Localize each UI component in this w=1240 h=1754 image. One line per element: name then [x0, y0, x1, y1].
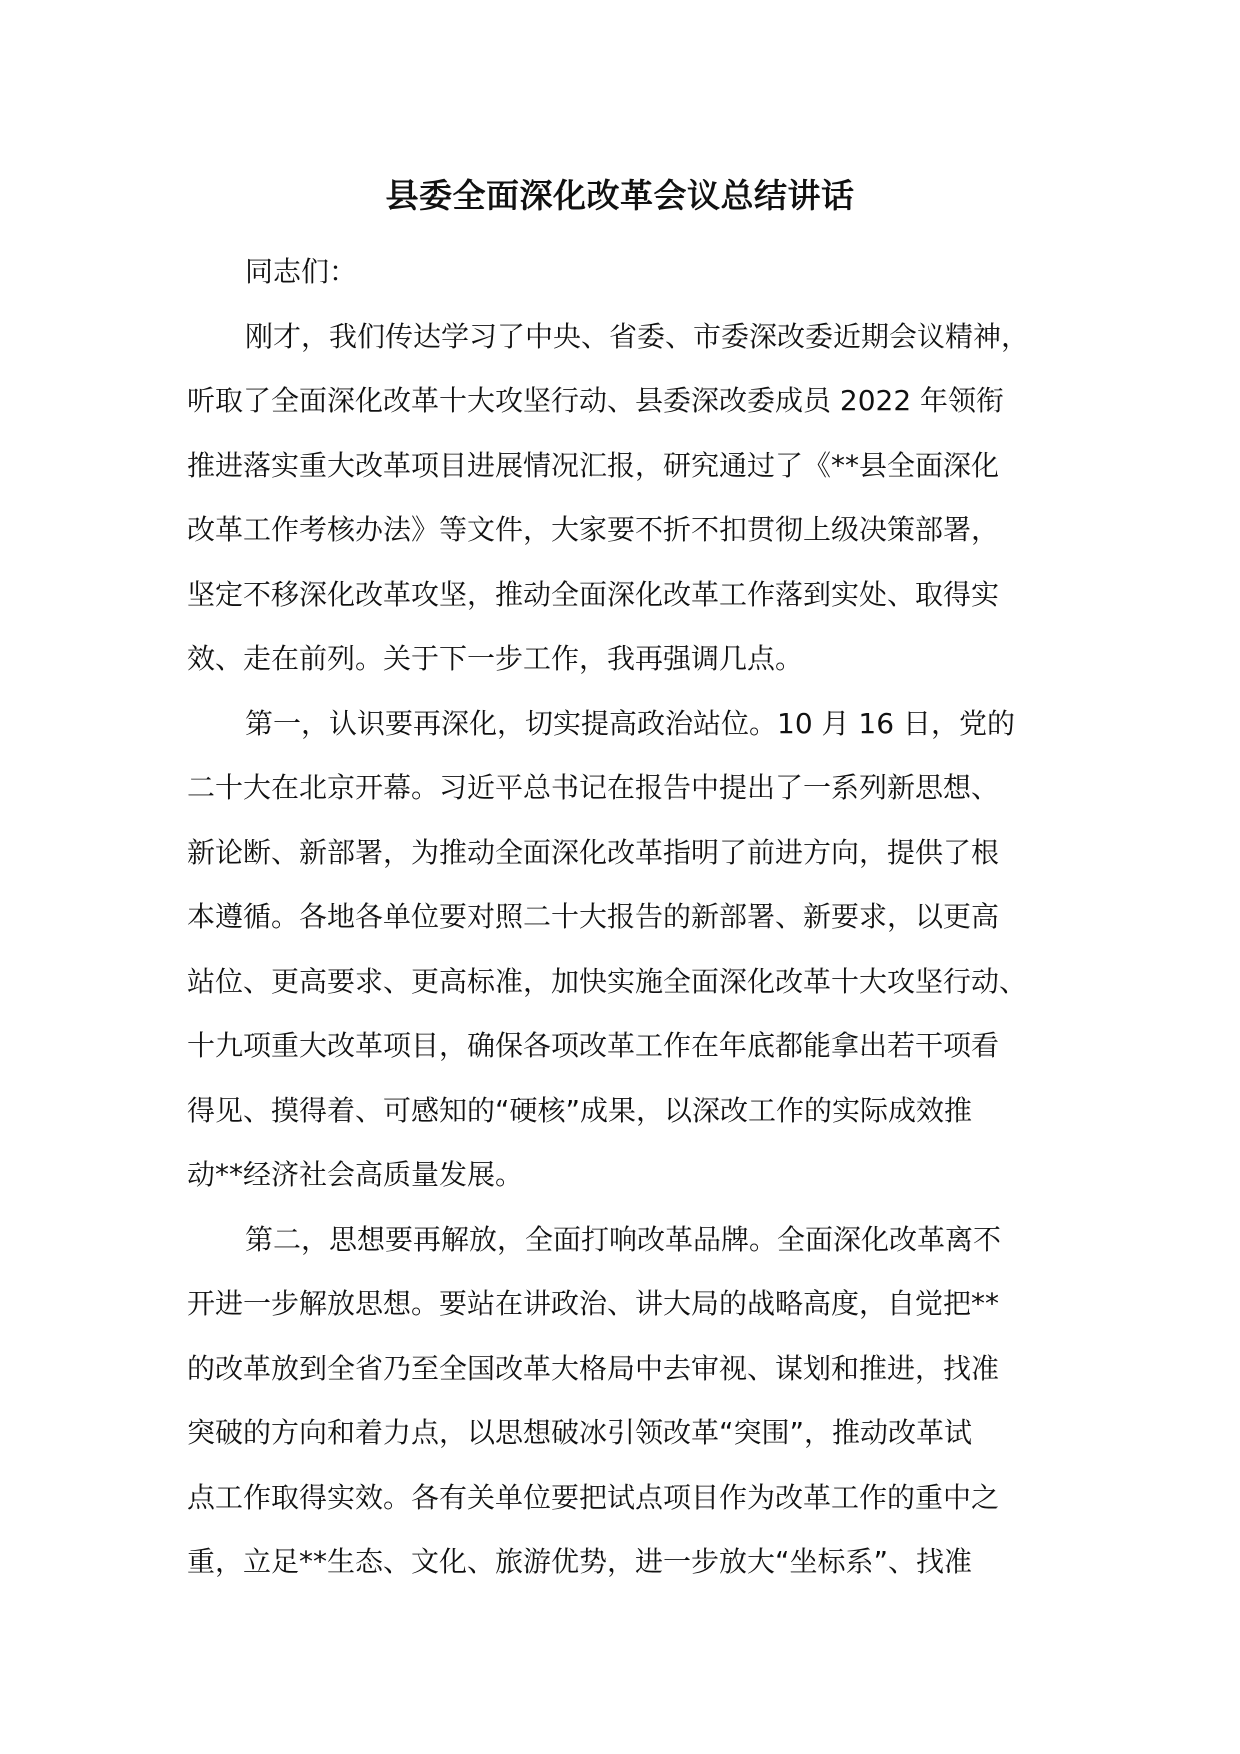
paragraph-line: 效、走在前列。关于下一步工作，我再强调几点。 [187, 642, 804, 675]
paragraph-line: 刚才，我们传达学习了中央、省委、市委深改委近期会议精神， [245, 319, 1030, 353]
paragraph-line: 推进落实重大改革项目进展情况汇报，研究通过了《**县全面深化 [187, 448, 1000, 482]
paragraph-line: 本遵循。各地各单位要对照二十大报告的新部署、新要求，以更高 [187, 900, 1000, 933]
paragraph-line: 新论断、新部署，为推动全面深化改革指明了前进方向，提供了根 [187, 835, 1000, 869]
paragraph-line: 点工作取得实效。各有关单位要把试点项目作为改革工作的重中之 [187, 1480, 1000, 1514]
paragraph-line: 十九项重大改革项目，确保各项改革工作在年底都能拿出若干项看 [187, 1029, 1000, 1062]
paragraph-line: 改革工作考核办法》等文件，大家要不折不扣贯彻上级决策部署， [187, 513, 1000, 546]
paragraph-line: 第二，思想要再解放，全面打响改革品牌。全面深化改革离不 [245, 1222, 1002, 1256]
paragraph-line: 坚定不移深化改革攻坚，推动全面深化改革工作落到实处、取得实 [187, 577, 1000, 611]
paragraph-line: 重，立足**生态、文化、旅游优势，进一步放大“坐标系”、找准 [187, 1545, 973, 1578]
paragraph-line: 的改革放到全省乃至全国改革大格局中去审视、谋划和推进，找准 [187, 1351, 1000, 1385]
paragraph-line: 听取了全面深化改革十大攻坚行动、县委深改委成员 2022 年领衔 [187, 384, 1005, 417]
paragraph-line: 动**经济社会高质量发展。 [187, 1158, 524, 1191]
salutation-line: 同志们： [245, 255, 358, 288]
paragraph-line: 站位、更高要求、更高标准，加快实施全面深化改革十大攻坚行动、 [187, 964, 1028, 998]
paragraph-line: 得见、摸得着、可感知的“硬核”成果，以深改工作的实际成效推 [187, 1093, 973, 1127]
paragraph-line: 突破的方向和着力点，以思想破冰引领改革“突围”，推动改革试 [187, 1416, 973, 1449]
paragraph-line: 第一，认识要再深化，切实提高政治站位。10 月 16 日，党的 [245, 706, 1015, 740]
document-body [187, 240, 1067, 1595]
paragraph-line: 开进一步解放思想。要站在讲政治、讲大局的战略高度，自觉把** [187, 1287, 1000, 1320]
document-title: 县委全面深化改革会议总结讲话 [385, 176, 855, 215]
paragraph-line: 二十大在北京开幕。习近平总书记在报告中提出了一系列新思想、 [187, 771, 1000, 804]
